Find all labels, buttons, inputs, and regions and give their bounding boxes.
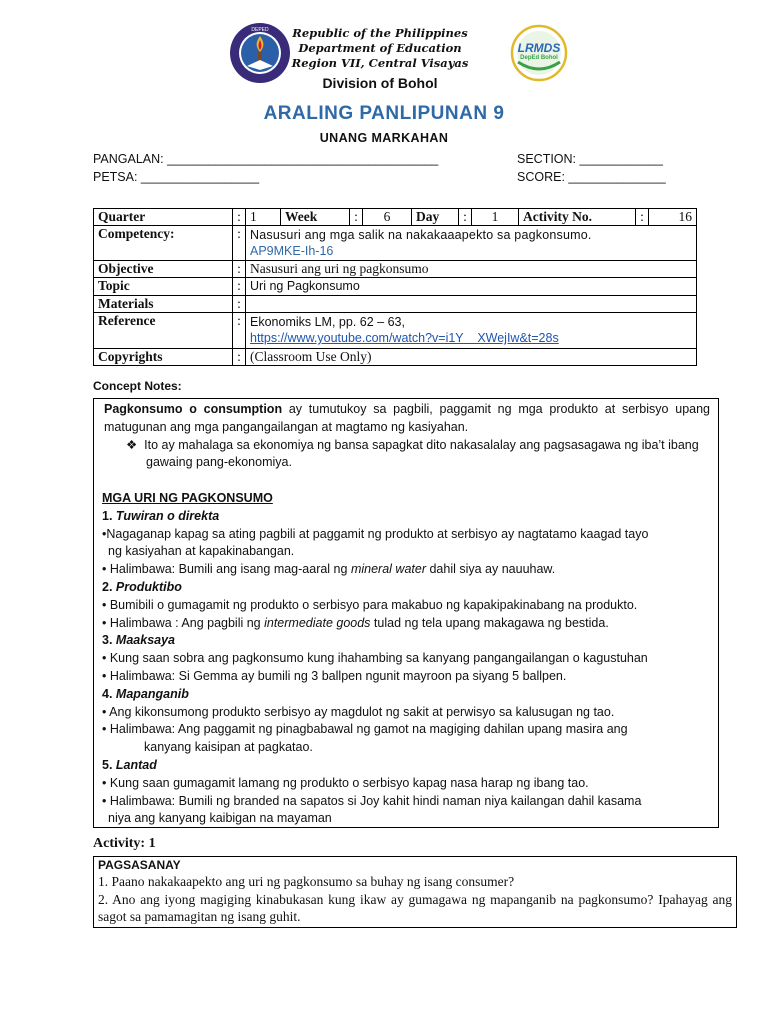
table-row (94, 226, 697, 261)
type-4-title (102, 686, 710, 704)
colon: : (233, 313, 246, 349)
day-value: 1 (472, 209, 519, 225)
type-5-bullet-2-cont: niya ang kanyang kaibigan na mayaman (108, 811, 332, 826)
week-day-activity-cell (246, 209, 697, 226)
reference-label: Reference (94, 313, 233, 349)
type-5-bullet-2: • Halimbawa: Bumili ng branded na sapatos si Joy kahit hindi naman niya kailangan dahil kasama (102, 793, 642, 808)
type-1-bullet-2 (102, 561, 710, 579)
type-2-title (102, 579, 710, 597)
colon: : (233, 209, 246, 226)
subject-title: ARALING PANLIPUNAN 9 (263, 103, 505, 124)
text-italic: intermediate goods (264, 615, 371, 630)
score-field[interactable]: SCORE: ______________ (517, 170, 666, 184)
colon: : (233, 278, 246, 296)
section-field[interactable]: SECTION: ____________ (517, 152, 663, 166)
reference-text: Ekonomiks LM, pp. 62 – 63, (250, 315, 405, 329)
quarter-subtable (246, 209, 696, 225)
header-republic: Republic of the Philippines (292, 26, 468, 40)
competency-code: AP9MKE-Ih-16 (250, 244, 334, 258)
header-division: Division of Bohol (322, 75, 438, 91)
colon: : (233, 349, 246, 366)
colon: : (233, 261, 246, 278)
types-heading-text: MGA URI NG PAGKONSUMO (102, 490, 273, 505)
type-name: Produktibo (115, 579, 182, 594)
objective-label: Objective (94, 261, 233, 278)
competency-text: Nasusuri ang mga salik na nakakaaapekto sa pagkonsumo. (250, 228, 592, 242)
reference-cell (246, 313, 697, 349)
diamond-bullet-icon: ❖ (126, 437, 145, 452)
colon: : (233, 296, 246, 313)
type-4-bullet-2: • Halimbawa: Ang paggamit ng pinagbabawal ng gamot na magiging dahilan upang masira ang (102, 722, 628, 737)
table-row (94, 278, 697, 296)
type-5-bullet-1: • Kung saan gumagamit lamang ng produkto o serbisyo kapag nasa harap ng ibang tao. (102, 775, 589, 790)
name-field[interactable]: PANGALAN: _______________________________________ (93, 152, 439, 166)
concept-intro-definition: ay tumutukoy sa pagbili, paggamit ng mga produkto at serbisyo upang matugunan ang mga pangangailangan at magtamo ng kasiyahan. (104, 402, 710, 434)
activity-heading: PAGSASANAY (98, 858, 181, 872)
materials-label: Materials (94, 296, 233, 313)
type-number: 2. (102, 579, 113, 594)
spacer (102, 472, 710, 490)
type-5-title (102, 757, 710, 775)
text-part: • Halimbawa : Ang pagbili ng (102, 615, 265, 630)
concept-diamond-text: Ito ay mahalaga sa ekonomiya ng bansa sapagkat dito nakasalalay ang pagsasagawa ng iba’t ibang gawaing pang-ekonomiya. (144, 437, 699, 470)
activity-no-value: 16 (678, 209, 692, 224)
objective-text: Nasusuri ang uri ng pagkonsumo (246, 261, 697, 278)
header-region: Region VII, Central Visayas (291, 56, 469, 70)
quarter-label: Quarter (94, 209, 233, 226)
activity-question-2: 2. Ano ang iyong magiging kinabukasan kung ikaw ay gumagawa ng mapanganib na pagkonsumo? Ipahayag ang sagot sa pamamagitan ng isang guhit. (98, 891, 732, 924)
activity-label: Activity: 1 (93, 836, 156, 851)
type-2-bullet-2 (102, 615, 710, 633)
type-1-bullet-1: •Nagaganap kapag sa ating pagbili at paggamit ng produkto at serbisyo ay nagtatamo kaagad tayo (102, 526, 649, 541)
competency-cell (246, 226, 697, 261)
colon: : (459, 209, 472, 225)
competency-label: Competency: (94, 226, 233, 261)
type-3-bullet-2: • Halimbawa: Si Gemma ay bumili ng 3 ballpen ngunit mayroon pa siyang 5 ballpen. (102, 668, 567, 683)
text-part: • Halimbawa: Bumili ang isang mag-aaral ng (102, 562, 351, 577)
type-number: 3. (102, 633, 113, 648)
activity-no-label: Activity No. (519, 209, 636, 225)
svg-text:DEPED: DEPED (251, 27, 269, 33)
concept-notes-box (93, 398, 719, 828)
copyrights-text: (Classroom Use Only) (246, 349, 697, 366)
day-label: Day (412, 209, 459, 225)
type-4-bullet-1: • Ang kikonsumong produkto serbisyo ay magdulot ng sakit at perwisyo sa kalusugan ng tao. (102, 704, 615, 719)
header-agency-lines (270, 26, 490, 71)
types-heading (102, 490, 710, 508)
text-part: dahil siya ay nauuhaw. (425, 562, 556, 577)
type-4-bullet-2-cont: kanyang kaisipan at pagkatao. (144, 740, 313, 755)
type-3-bullet-1: • Kung saan sobra ang pagkonsumo kung ihahambing sa kanyang pangangailangan o kagustuhan (102, 651, 648, 666)
activity-box (93, 856, 737, 928)
week-label: Week (281, 209, 350, 225)
type-number: 1. (102, 508, 113, 523)
text-part: tulad ng tela upang makagawa ng bestida. (370, 615, 609, 630)
concept-notes-label: Concept Notes: (93, 379, 182, 393)
quarter-title: UNANG MARKAHAN (319, 131, 449, 145)
materials-text (246, 296, 697, 313)
type-number: 4. (102, 686, 113, 701)
type-number: 5. (102, 757, 113, 772)
copyrights-label: Copyrights (94, 349, 233, 366)
type-2-bullet-1: • Bumibili o gumagamit ng produkto o serbisyo para makabuo ng kapakipakinabang na produkto. (102, 597, 638, 612)
week-value: 6 (363, 209, 412, 225)
type-3-title (102, 632, 710, 650)
type-1-title (102, 508, 710, 526)
quarter-value: 1 (246, 209, 281, 225)
colon: : (233, 226, 246, 261)
concept-intro (102, 401, 710, 437)
concept-diamond-bullet (124, 437, 710, 473)
type-name: Lantad (115, 757, 157, 772)
lesson-info-table (93, 208, 697, 366)
concept-intro-term: Pagkonsumo o consumption (104, 402, 283, 416)
table-row (94, 209, 697, 226)
colon: : (636, 209, 649, 225)
table-row (94, 296, 697, 313)
colon: : (350, 209, 363, 225)
table-row (94, 349, 697, 366)
header-department: Department of Education (298, 41, 462, 55)
topic-label: Topic (94, 278, 233, 296)
type-1-bullet-1-cont: ng kasiyahan at kapakinabangan. (108, 544, 295, 559)
type-name: Maaksaya (115, 633, 175, 648)
table-row (94, 261, 697, 278)
type-name: Mapanganib (115, 686, 189, 701)
lrmds-logo-text: LRMDS (517, 41, 561, 55)
lrmds-logo-subtext: DepEd Bohol (520, 55, 558, 61)
reference-link[interactable]: https://www.youtube.com/watch?v=i1Y XWejIw&t=28s (250, 331, 559, 345)
table-row (94, 313, 697, 349)
text-italic: mineral water (350, 562, 426, 577)
date-field[interactable]: PETSA: _________________ (93, 170, 260, 184)
topic-text: Uri ng Pagkonsumo (246, 278, 697, 296)
type-name: Tuwiran o direkta (115, 508, 220, 523)
activity-question-1: 1. Paano nakakaapekto ang uri ng pagkonsumo sa buhay ng isang consumer? (98, 874, 515, 889)
